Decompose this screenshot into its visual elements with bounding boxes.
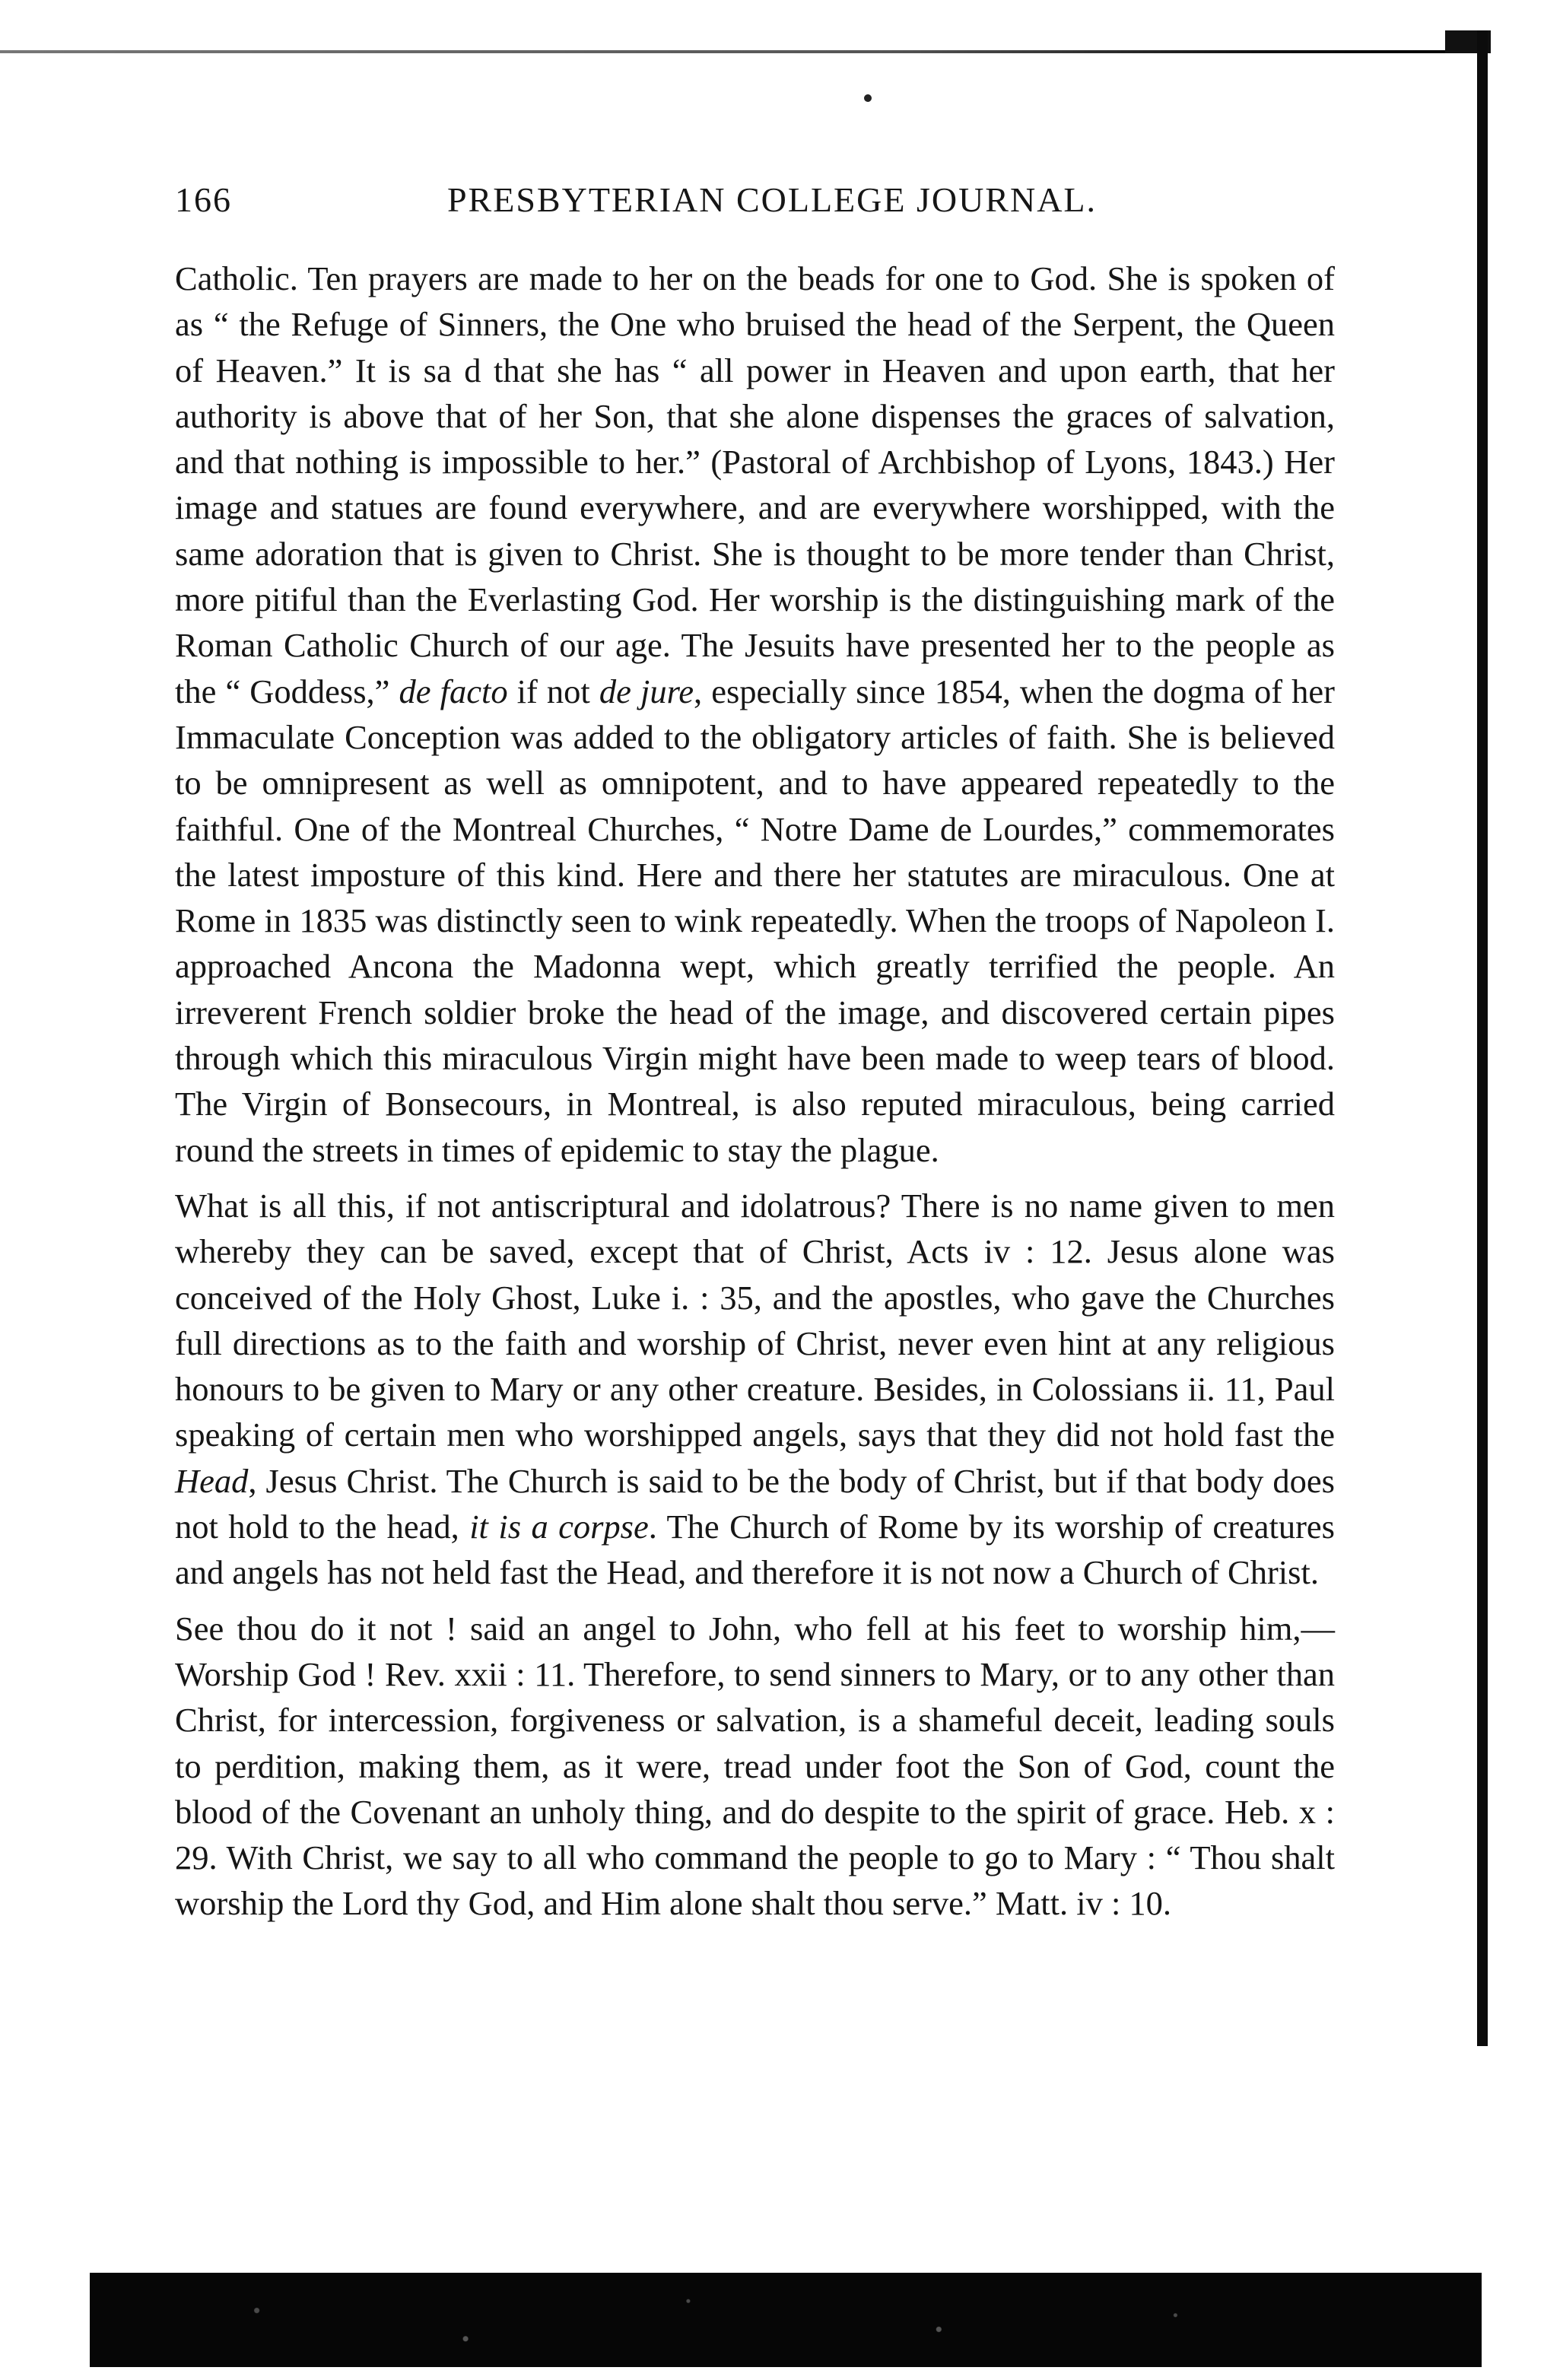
paragraph <box>175 256 1335 1173</box>
italic-phrase: de facto <box>399 672 508 710</box>
ink-speck <box>864 94 872 102</box>
text-run: if not <box>507 672 599 710</box>
article-body <box>175 256 1335 1937</box>
text-run: . The Church of Rome by its worship of creatures and angels has not held fast the Head, and therefore it is not now a Church of Christ. <box>175 1508 1335 1592</box>
page-number: 166 <box>175 180 232 219</box>
text-run: , Jesus Christ. The Church is said to be the body of Christ, but if that body does not hold to the head, <box>175 1461 1335 1546</box>
scan-edge-right <box>1477 30 1488 2046</box>
text-run: Catholic. Ten prayers are made to her on the beads for one to God. She is spoken of as “ the Refuge of Sinners, the One who bruised the head of the Serpent, the Queen of Heaven.” It is sa d that she has “ all power in Heaven and upon earth, that her authority is above that of her Son, that she alone dispenses the graces of salvation, and that nothing is impossible to her.” (Pastoral of Archbishop of Lyons, 1843.) Her image and statues are found everywhere, and are everywhere worshipped, with the same adoration that is given to Christ. She is thought to be more tender than Christ, more pitiful than the Everlasting God. Her worship is the distinguishing mark of the Roman Catholic Church of our age. The Jesuits have presented her to the people as the “ Goddess,” <box>175 259 1335 710</box>
text-run: , especially since 1854, when the dogma of her Immaculate Conception was added to the obligatory articles of faith. She is believed to be omnipresent as well as omnipotent, and to have appeared repeatedly to the faithful. One of the Montreal Churches, “ Notre Dame de Lourdes,” commemorates the latest imposture of this kind. Here and there her statutes are miraculous. One at Rome in 1835 was distinctly seen to wink repeatedly. When the troops of Napoleon I. approached Ancona the Madonna wept, which greatly terrified the people. An irreverent French soldier broke the head of the image, and discovered certain pipes through which this miraculous Virgin might have been made to weep tears of blood. The Virgin of Bonsecours, in Montreal, is also reputed miraculous, being carried round the streets in times of epidemic to stay the plague. <box>175 672 1336 1169</box>
italic-phrase: it is a corpse <box>469 1508 649 1546</box>
paragraph <box>175 1183 1335 1596</box>
text-run: See thou do it not ! said an angel to John, who fell at his feet to worship him,—Worship God ! Rev. xxii : 11. Therefore, to send sinners to Mary, or to any other than Christ, for intercession, forgiveness or salvation, is a shameful deceit, leading souls to perdition, making them, as it were, tread under foot the Son of God, count the blood of the Covenant an unholy thing, and do despite to the spirit of grace. Heb. x : 29. With Christ, we say to all who command the people to go to Mary : “ Thou shalt worship the Lord thy God, and Him alone shalt thou serve.” Matt. iv : 10. <box>175 1609 1335 1923</box>
paragraph <box>175 1606 1335 1927</box>
page-header <box>175 180 1369 240</box>
running-title: PRESBYTERIAN COLLEGE JOURNAL. <box>446 180 1098 219</box>
scan-edge-top <box>0 50 1483 53</box>
text-run: What is all this, if not antiscriptural and idolatrous? There is no name given to men whereby they can be saved, except that of Christ, Acts iv : 12. Jesus alone was conceived of the Holy Ghost, Luke i. : 35, and the apostles, who gave the Churches full directions as to the faith and worship of Christ, never even hint at any religious honours to be given to Mary or any other creature. Besides, in Colossians ii. 11, Paul speaking of certain men who worshipped angels, says that they did not hold fast the <box>175 1186 1335 1454</box>
scan-edge-bottom <box>90 2273 1482 2367</box>
italic-phrase: Head <box>175 1461 249 1500</box>
italic-phrase: de jure <box>599 672 694 710</box>
